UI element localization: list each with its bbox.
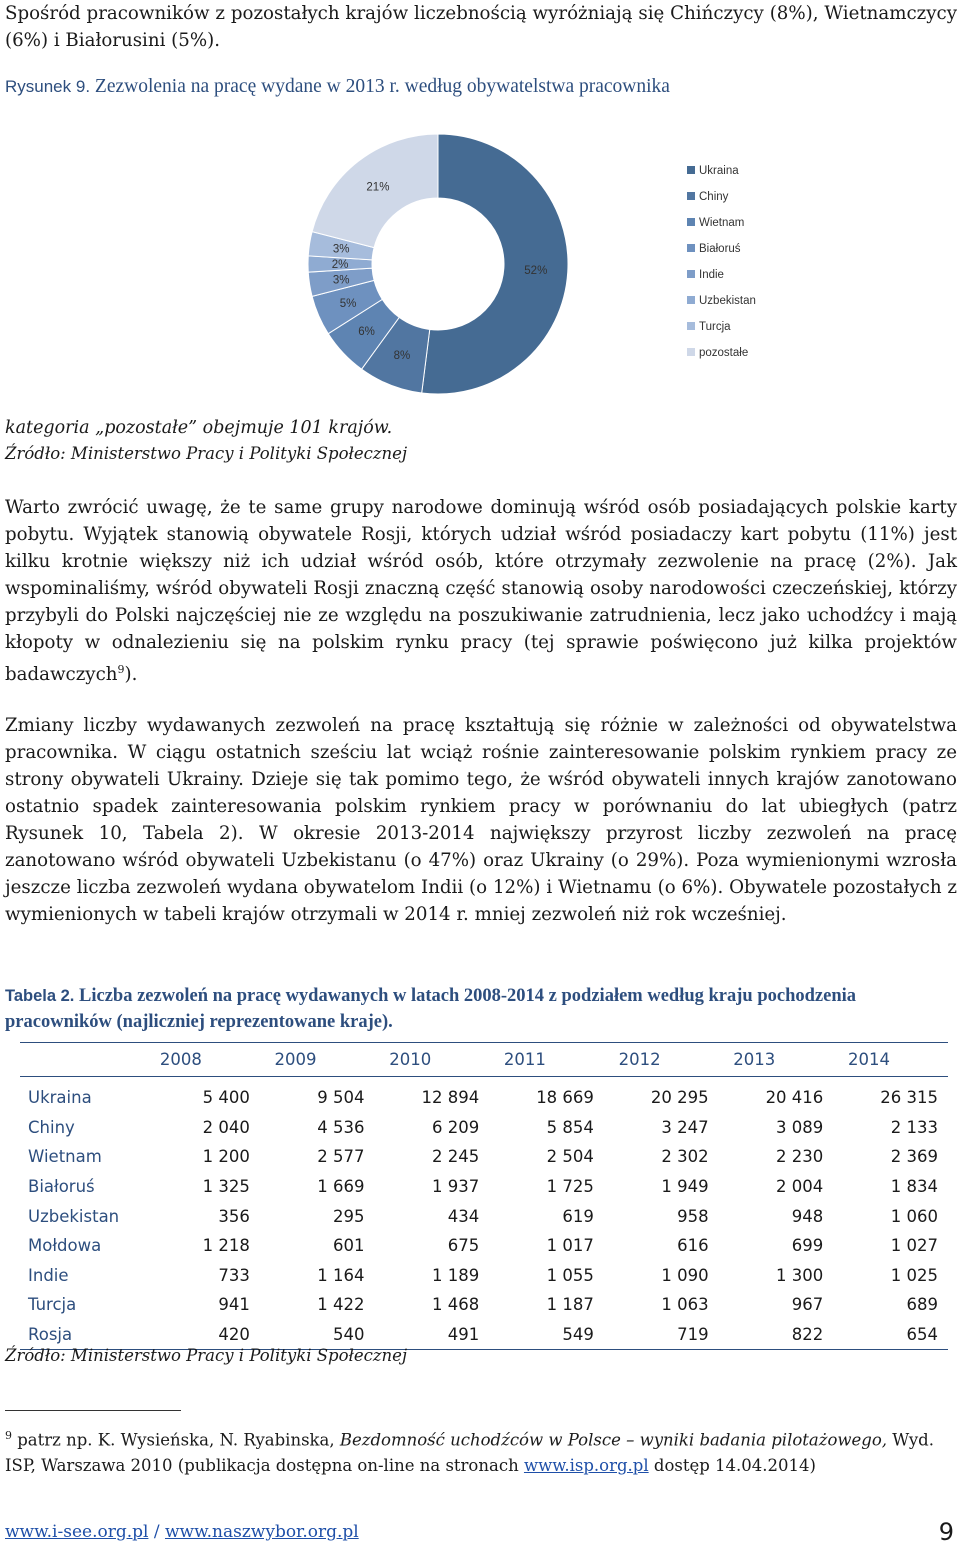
legend-label: Chiny [699, 191, 729, 203]
permit-count-cell: 18 669 [536, 1088, 594, 1108]
permit-count-cell: 1 422 [317, 1295, 365, 1315]
permit-count-cell: 20 416 [765, 1088, 824, 1108]
permits-table [20, 1042, 948, 1350]
year-header: 2012 [604, 1043, 719, 1077]
slice-value-label: 3% [332, 274, 350, 287]
slice-value-label: 21% [366, 181, 390, 194]
footnote-number: 9 [5, 1429, 12, 1442]
footnote [5, 1423, 957, 1478]
slice-value-label: 2% [331, 259, 349, 271]
legend-swatch [687, 166, 695, 174]
figure-label: Rysunek 9. [5, 77, 91, 96]
table-title: Liczba zezwoleń na pracę wydawanych w latach 2008-2014 z podziałem według kraju pochodzenia pracowników (najliczniej reprezentowane kraje). [5, 986, 857, 1032]
permit-count-cell: 1 055 [546, 1265, 594, 1285]
footnote-ref-tail: ). [124, 664, 138, 686]
permit-count-cell: 12 894 [421, 1088, 480, 1108]
permit-count-cell: 699 [791, 1236, 824, 1256]
permit-count-cell: 6 209 [431, 1117, 480, 1137]
legend-swatch [687, 192, 695, 200]
footnote-text-2: Wyd. ISP, Warszawa 2010 (publikacja dostępna on-line na stronach [5, 1430, 934, 1475]
chart-note: kategoria „pozostałe” obejmuje 101 krajów. [5, 418, 393, 438]
permit-count-cell: 1 027 [890, 1236, 938, 1256]
footnote-link[interactable]: www.isp.org.pl [523, 1455, 649, 1475]
permit-count-cell: 491 [375, 1320, 490, 1350]
legend-label: pozostałe [699, 347, 749, 359]
permit-count-cell: 1 300 [776, 1265, 824, 1285]
permit-count-cell: 3 089 [776, 1117, 824, 1137]
country-name-cell: Białoruś [28, 1177, 95, 1197]
legend-swatch [687, 322, 695, 330]
permit-count-cell: 719 [604, 1320, 719, 1350]
table-row [20, 1201, 948, 1231]
permit-count-cell: 619 [562, 1206, 594, 1226]
permit-count-cell: 420 [145, 1320, 260, 1350]
footer-separator: / [153, 1522, 160, 1542]
permit-count-cell: 958 [677, 1206, 709, 1226]
permit-count-cell: 295 [333, 1206, 365, 1226]
legend-swatch [687, 270, 695, 278]
permit-count-cell: 1 187 [546, 1295, 594, 1315]
permit-count-cell: 675 [447, 1236, 480, 1256]
permit-count-cell: 1 164 [317, 1265, 365, 1285]
permit-count-cell: 822 [719, 1320, 834, 1350]
permit-count-cell: 5 854 [546, 1117, 594, 1137]
permit-count-cell: 1 063 [661, 1295, 709, 1315]
legend-swatch [687, 218, 695, 226]
permit-count-cell: 733 [218, 1265, 250, 1285]
permit-count-cell: 4 536 [317, 1117, 365, 1137]
footnote-title: Bezdomność uchodźców w Polsce – wyniki badania pilotażowego, [339, 1430, 888, 1450]
legend-label: Turcja [699, 321, 731, 333]
permit-count-cell: 2 245 [431, 1147, 480, 1167]
donut-slice [422, 134, 568, 394]
country-name-cell: Wietnam [28, 1147, 102, 1167]
slice-value-label: 8% [393, 350, 411, 363]
permit-count-cell: 356 [218, 1206, 250, 1226]
footnote-text: patrz np. K. Wysieńska, N. Ryabinska, [17, 1430, 335, 1450]
table-row [20, 1142, 948, 1172]
permit-count-cell: 2 369 [890, 1147, 938, 1167]
chart-source: Źródło: Ministerstwo Pracy i Polityki Społecznej [5, 444, 408, 463]
year-header: 2013 [719, 1043, 834, 1077]
footnote-divider [5, 1410, 181, 1411]
permit-count-cell: 2 133 [890, 1117, 938, 1137]
permit-count-cell: 1 937 [431, 1177, 480, 1197]
permit-count-cell: 1 090 [661, 1265, 709, 1285]
table-row [20, 1290, 948, 1320]
footer-link-isee[interactable]: www.i-see.org.pl [5, 1522, 149, 1542]
permit-count-cell: 2 302 [661, 1147, 709, 1167]
permit-count-cell: 5 400 [202, 1088, 250, 1108]
page-number: 9 [938, 1518, 954, 1546]
year-header: 2010 [375, 1043, 490, 1077]
footnote-ref: 9 [117, 663, 125, 676]
table-label: Tabela 2. [5, 987, 75, 1005]
permit-count-cell: 1 189 [431, 1265, 480, 1285]
donut-chart [290, 128, 790, 400]
page-footer [5, 1522, 359, 1542]
permit-count-cell: 2 004 [776, 1177, 824, 1197]
permit-count-cell: 601 [333, 1236, 365, 1256]
country-name-cell: Uzbekistan [28, 1206, 120, 1226]
permit-count-cell: 434 [447, 1206, 480, 1226]
footnote-tail: dostęp 14.04.2014) [653, 1455, 816, 1475]
country-name-cell: Indie [28, 1265, 69, 1285]
table-row [20, 1083, 948, 1113]
permit-count-cell: 1 025 [890, 1265, 938, 1285]
slice-value-label: 3% [332, 243, 350, 256]
permit-count-cell: 1 060 [890, 1206, 938, 1226]
table-caption [5, 983, 905, 1035]
permit-count-cell: 2 577 [317, 1147, 365, 1167]
year-header: 2008 [145, 1043, 260, 1077]
permit-count-cell: 1 325 [202, 1177, 250, 1197]
slice-value-label: 52% [524, 265, 548, 278]
permit-count-cell: 26 315 [880, 1088, 938, 1108]
country-name-cell: Rosja [20, 1320, 145, 1350]
year-header: 2011 [489, 1043, 604, 1077]
permit-count-cell: 689 [906, 1295, 938, 1315]
body-paragraph-2: Zmiany liczby wydawanych zezwoleń na pracę kształtują się różnie w zależności od obywatelstwa pracownika. W ciągu ostatnich sześciu lat wciąż rośnie zainteresowanie polskim rynkiem pracy ze strony obywateli Ukrainy. Dzieje się tak pomimo tego, że wśród obywateli innych krajów zanotowano ostatnio spadek zainteresowania polskim rynkiem pracy w porównaniu do lat ubiegłych (patrz Rysunek 10, Tabela 2). W okresie 2013-2014 największy przyrost liczby zezwoleń na pracę zanotowano wśród obywateli Uzbekistanu (o 47%) oraz Ukrainy (o 29%). Poza wymienionymi wzrosła jeszcze liczba zezwoleń wydana obywatelom Indii (o 12%) i Wietnamu (o 6%). Obywatele pozostałych z wymienionych w tabeli krajów otrzymali w 2014 r. mniej zezwoleń niż rok wcześniej. [5, 715, 957, 925]
country-name-cell: Chiny [28, 1117, 75, 1137]
permit-count-cell: 1 949 [661, 1177, 709, 1197]
donut-chart-svg [290, 128, 790, 400]
permit-count-cell: 549 [489, 1320, 604, 1350]
table-header-row [20, 1043, 948, 1077]
permit-count-cell: 654 [833, 1320, 948, 1350]
body-paragraph-1 [5, 494, 957, 688]
country-name-cell: Turcja [28, 1295, 77, 1315]
year-header: 2014 [833, 1043, 948, 1077]
table-row [20, 1113, 948, 1143]
permit-count-cell: 941 [218, 1295, 250, 1315]
table-header-corner [20, 1043, 145, 1077]
permit-count-cell: 948 [791, 1206, 824, 1226]
legend-label: Uzbekistan [699, 295, 756, 307]
legend-swatch [687, 348, 695, 356]
legend-label: Białoruś [699, 243, 741, 255]
permit-count-cell: 1 200 [202, 1147, 250, 1167]
permit-count-cell: 20 295 [650, 1088, 709, 1108]
slice-value-label: 5% [339, 297, 357, 310]
permit-count-cell: 2 504 [546, 1147, 594, 1167]
country-name-cell: Ukraina [28, 1088, 92, 1108]
table-source: Źródło: Ministerstwo Pracy i Polityki Społecznej [5, 1346, 408, 1365]
year-header: 2009 [260, 1043, 375, 1077]
legend-label: Ukraina [699, 165, 739, 177]
permit-count-cell: 9 504 [317, 1088, 365, 1108]
figure-title: Zezwolenia na pracę wydane w 2013 r. według obywatelstwa pracownika [94, 76, 670, 97]
permit-count-cell: 3 247 [661, 1117, 709, 1137]
table-row [20, 1261, 948, 1291]
permit-count-cell: 1 218 [202, 1236, 250, 1256]
permit-count-cell: 1 017 [546, 1236, 594, 1256]
slice-value-label: 6% [358, 326, 375, 339]
figure-caption [5, 76, 670, 98]
permit-count-cell: 616 [677, 1236, 709, 1256]
footer-link-naszwybor[interactable]: www.naszwybor.org.pl [164, 1522, 359, 1542]
permit-count-cell: 1 834 [890, 1177, 938, 1197]
permit-count-cell: 2 230 [776, 1147, 824, 1167]
permit-count-cell: 540 [260, 1320, 375, 1350]
legend-label: Wietnam [699, 217, 745, 229]
permit-count-cell: 967 [791, 1295, 824, 1315]
table-row [20, 1172, 948, 1202]
permit-count-cell: 1 669 [317, 1177, 365, 1197]
permit-count-cell: 1 725 [546, 1177, 594, 1197]
intro-paragraph: Spośród pracowników z pozostałych krajów liczebnością wyróżniają się Chińczycy (8%), Wietnamczycy (6%) i Białorusini (5%). [5, 3, 957, 51]
table-row [20, 1231, 948, 1261]
legend-swatch [687, 296, 695, 304]
permit-count-cell: 1 468 [431, 1295, 480, 1315]
legend-label: Indie [699, 269, 724, 281]
table-body [20, 1077, 948, 1350]
body-paragraph-1-text: Warto zwrócić uwagę, że te same grupy narodowe dominują wśród osób posiadających polskie karty pobytu. Wyjątek stanowią obywatele Rosji, których udział wśród posiadaczy kart pobytu (11%) jest kilku krotnie większy niż ich udział wśród osób, które otrzymały zezwolenie na pracę (2%). Jak wspominaliśmy, wśród obywateli Rosji znaczną część stanowią osoby narodowości czeczeńskiej, którzy przybyli do Polski najczęściej nie ze względu na poszukiwanie zatrudnienia, lecz jako uchodźcy i mają kłopoty w odnalezieniu się na polskim rynku pracy (tej sprawie poświęcono już kilka projektów badawczych [5, 497, 957, 686]
permit-count-cell: 2 040 [202, 1117, 250, 1137]
legend-swatch [687, 244, 695, 252]
country-name-cell: Mołdowa [28, 1236, 102, 1256]
